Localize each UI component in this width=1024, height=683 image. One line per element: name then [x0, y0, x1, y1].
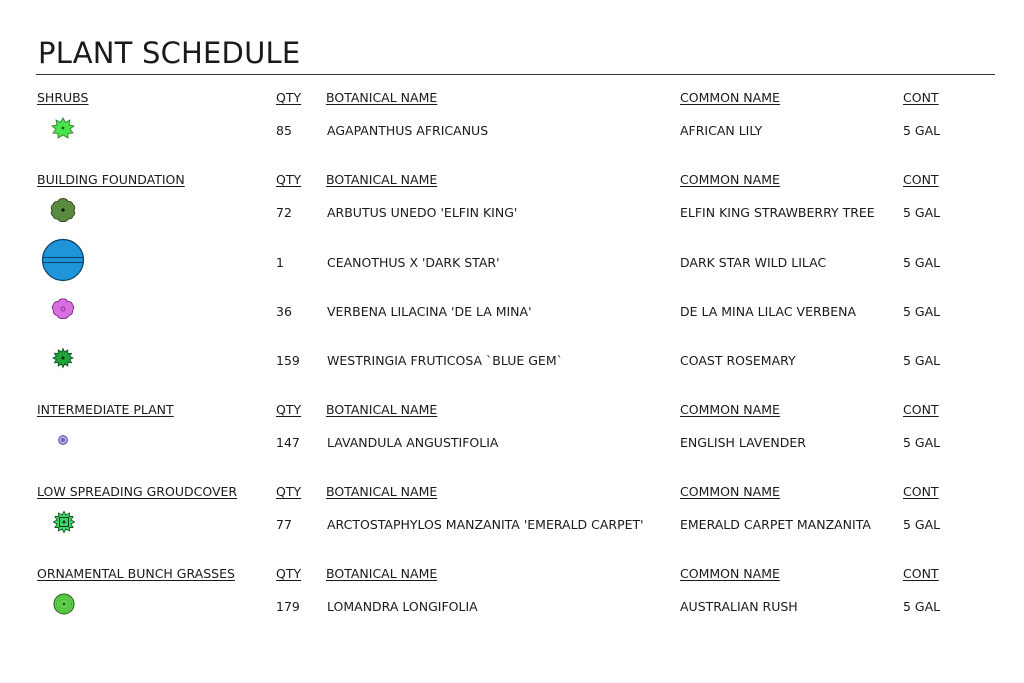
table-cell-common-name: DE LA MINA LILAC VERBENA — [680, 304, 857, 319]
table-cell-qty: 85 — [276, 123, 292, 138]
table-cell-qty: 77 — [276, 517, 292, 532]
table-cell-container: 5 GAL — [903, 435, 941, 450]
group-label-ornamental-bunch-grasses: ORNAMENTAL BUNCH GRASSES — [37, 566, 235, 581]
table-cell-qty: 159 — [276, 353, 300, 368]
table-cell-container: 5 GAL — [903, 517, 941, 532]
group-label-low-spreading-groundcover: LOW SPREADING GROUDCOVER — [37, 484, 238, 499]
table-cell-qty: 147 — [276, 435, 300, 450]
botanical-name-header: BOTANICAL NAME — [326, 402, 438, 417]
green-square-groundcover-icon — [40, 498, 88, 546]
table-cell-common-name: ELFIN KING STRAWBERRY TREE — [680, 205, 875, 220]
table-cell-common-name: DARK STAR WILD LILAC — [680, 255, 827, 270]
table-cell-botanical-name: ARCTOSTAPHYLOS MANZANITA 'EMERALD CARPET' — [327, 517, 644, 532]
cont-header: CONT — [903, 484, 939, 499]
green-star-shrub-icon — [39, 104, 87, 152]
table-cell-container: 5 GAL — [903, 255, 941, 270]
table-cell-qty: 36 — [276, 304, 292, 319]
page-title: PLANT SCHEDULE — [38, 36, 301, 70]
table-cell-botanical-name: WESTRINGIA FRUTICOSA `BLUE GEM` — [327, 353, 563, 368]
group-label-shrubs: SHRUBS — [37, 90, 89, 105]
table-cell-botanical-name: ARBUTUS UNEDO 'ELFIN KING' — [327, 205, 518, 220]
green-spiky-shrub-icon — [39, 334, 87, 382]
qty-header: QTY — [276, 90, 302, 105]
qty-header: QTY — [276, 484, 302, 499]
cont-header: CONT — [903, 90, 939, 105]
green-grass-icon — [40, 580, 88, 628]
botanical-name-header: BOTANICAL NAME — [326, 484, 438, 499]
table-cell-botanical-name: LOMANDRA LONGIFOLIA — [327, 599, 478, 614]
table-cell-common-name: AUSTRALIAN RUSH — [680, 599, 798, 614]
group-label-intermediate-plant: INTERMEDIATE PLANT — [37, 402, 174, 417]
botanical-name-header: BOTANICAL NAME — [326, 566, 438, 581]
qty-header: QTY — [276, 566, 302, 581]
table-cell-qty: 179 — [276, 599, 300, 614]
common-name-header: COMMON NAME — [680, 90, 780, 105]
table-cell-botanical-name: LAVANDULA ANGUSTIFOLIA — [327, 435, 499, 450]
lavender-dot-icon — [39, 416, 87, 464]
blue-tree-icon — [39, 236, 87, 284]
table-cell-common-name: ENGLISH LAVENDER — [680, 435, 806, 450]
common-name-header: COMMON NAME — [680, 172, 780, 187]
olive-lobed-shrub-icon — [39, 186, 87, 234]
table-cell-qty: 72 — [276, 205, 292, 220]
common-name-header: COMMON NAME — [680, 566, 780, 581]
cont-header: CONT — [903, 566, 939, 581]
title-rule — [36, 74, 995, 75]
table-cell-botanical-name: VERBENA LILACINA 'DE LA MINA' — [327, 304, 532, 319]
purple-flower-icon — [39, 285, 87, 333]
botanical-name-header: BOTANICAL NAME — [326, 90, 438, 105]
cont-header: CONT — [903, 172, 939, 187]
group-label-building-foundation: BUILDING FOUNDATION — [37, 172, 185, 187]
table-cell-container: 5 GAL — [903, 304, 941, 319]
common-name-header: COMMON NAME — [680, 484, 780, 499]
table-cell-qty: 1 — [276, 255, 284, 270]
table-cell-botanical-name: AGAPANTHUS AFRICANUS — [327, 123, 489, 138]
table-cell-common-name: EMERALD CARPET MANZANITA — [680, 517, 871, 532]
table-cell-container: 5 GAL — [903, 123, 941, 138]
table-cell-common-name: AFRICAN LILY — [680, 123, 763, 138]
qty-header: QTY — [276, 172, 302, 187]
cont-header: CONT — [903, 402, 939, 417]
table-cell-container: 5 GAL — [903, 353, 941, 368]
table-cell-common-name: COAST ROSEMARY — [680, 353, 796, 368]
table-cell-container: 5 GAL — [903, 599, 941, 614]
common-name-header: COMMON NAME — [680, 402, 780, 417]
table-cell-botanical-name: CEANOTHUS X 'DARK STAR' — [327, 255, 500, 270]
botanical-name-header: BOTANICAL NAME — [326, 172, 438, 187]
table-cell-container: 5 GAL — [903, 205, 941, 220]
qty-header: QTY — [276, 402, 302, 417]
